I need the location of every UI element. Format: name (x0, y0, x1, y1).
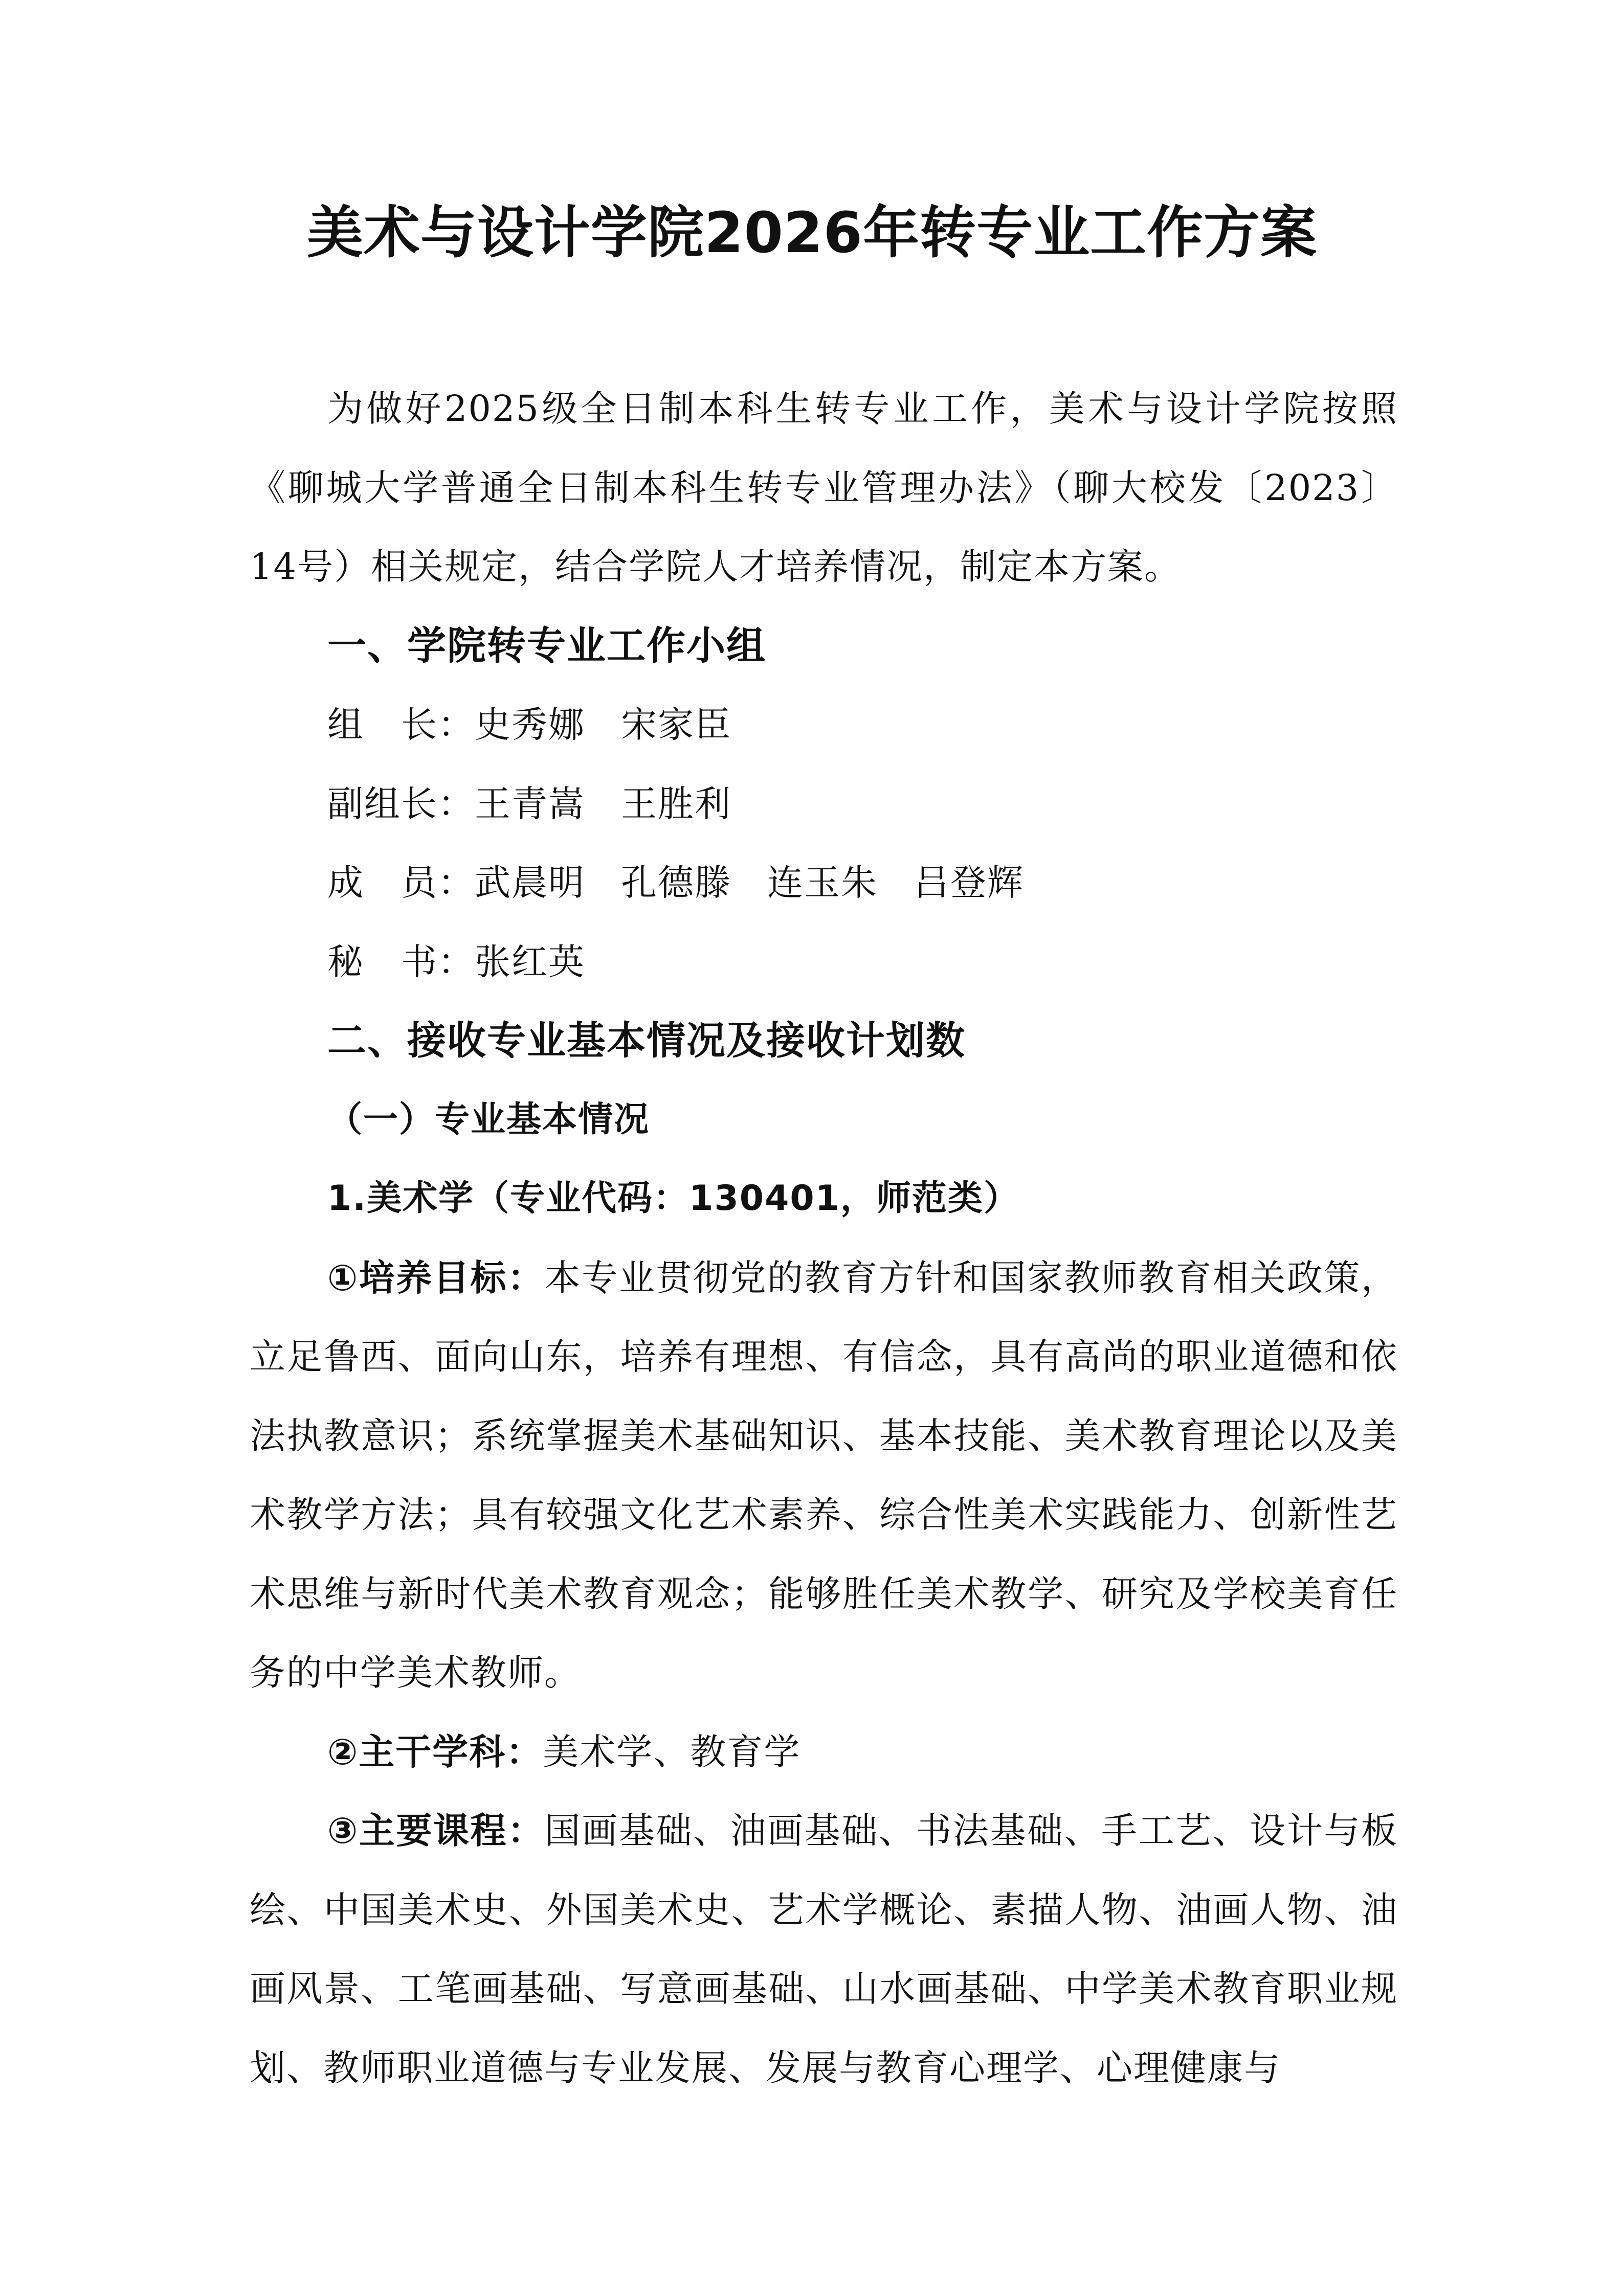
subsection-heading-basic-info: （一）专业基本情况 (327, 1099, 650, 1140)
main-discipline-text: 美术学、教育学 (543, 1730, 801, 1773)
member-role: 组 长： (327, 704, 475, 746)
member-role: 成 员： (327, 862, 475, 904)
member-row-deputy-leader (250, 764, 1398, 844)
member-name: 史秀娜 (475, 704, 585, 746)
training-goal-paragraph (250, 1239, 1398, 1713)
main-discipline-label: ②主干学科： (327, 1730, 543, 1773)
main-discipline-paragraph (250, 1713, 1398, 1792)
section-heading-work-group: 一、学院转专业工作小组 (327, 622, 766, 668)
member-role: 秘 书： (327, 940, 475, 983)
member-name: 武晨明 (475, 862, 585, 904)
intro-paragraph: 为做好2025级全日制本科生转专业工作，美术与设计学院按照《聊城大学普通全日制本科生转专业管理办法》（聊大校发〔2023〕14号）相关规定，结合学院人才培养情况，制定本方案。 (250, 388, 1398, 588)
main-courses-paragraph (250, 1791, 1398, 2107)
major-heading-fine-arts: 1.美术学（专业代码：130401，师范类） (327, 1178, 1020, 1219)
member-row-secretary (250, 922, 1398, 1002)
member-name: 连玉朱 (767, 862, 878, 904)
main-courses-label: ③主要课程： (327, 1810, 545, 1852)
section-heading-majors: 二、接收专业基本情况及接收计划数 (327, 1018, 966, 1063)
document-title: 美术与设计学院2026年转专业工作方案 (306, 200, 1318, 265)
member-name: 孔德滕 (621, 862, 731, 904)
member-name: 宋家臣 (621, 704, 731, 746)
member-row-leader (250, 685, 1398, 764)
member-row-members (250, 843, 1398, 922)
training-goal-text: 本专业贯彻党的教育方针和国家教师教育相关政策，立足鲁西、面向山东，培养有理想、有信念，具有高尚的职业道德和依法执教意识；系统掌握美术基础知识、基本技能、美术教育理论以及美术教学方法；具有较强文化艺术素养、综合性美术实践能力、创新性艺术思维与新时代美术教育观念；能够胜任美术教学、研究及学校美育任务的中学美术教师。 (250, 1256, 1398, 1694)
training-goal-label: ①培养目标： (327, 1256, 545, 1299)
member-role: 副组长： (327, 782, 475, 825)
member-name: 王青嵩 (475, 782, 585, 825)
main-courses-text: 国画基础、油画基础、书法基础、手工艺、设计与板绘、中国美术史、外国美术史、艺术学概论、素描人物、油画人物、油画风景、工笔画基础、写意画基础、山水画基础、中学美术教育职业规划、教师职业道德与专业发展、发展与教育心理学、心理健康与 (250, 1810, 1398, 2089)
member-name: 张红英 (475, 940, 585, 983)
document-body (250, 369, 1398, 2107)
work-group-list (250, 685, 1398, 1001)
member-name: 吕登辉 (914, 862, 1024, 904)
member-name: 王胜利 (621, 782, 731, 825)
